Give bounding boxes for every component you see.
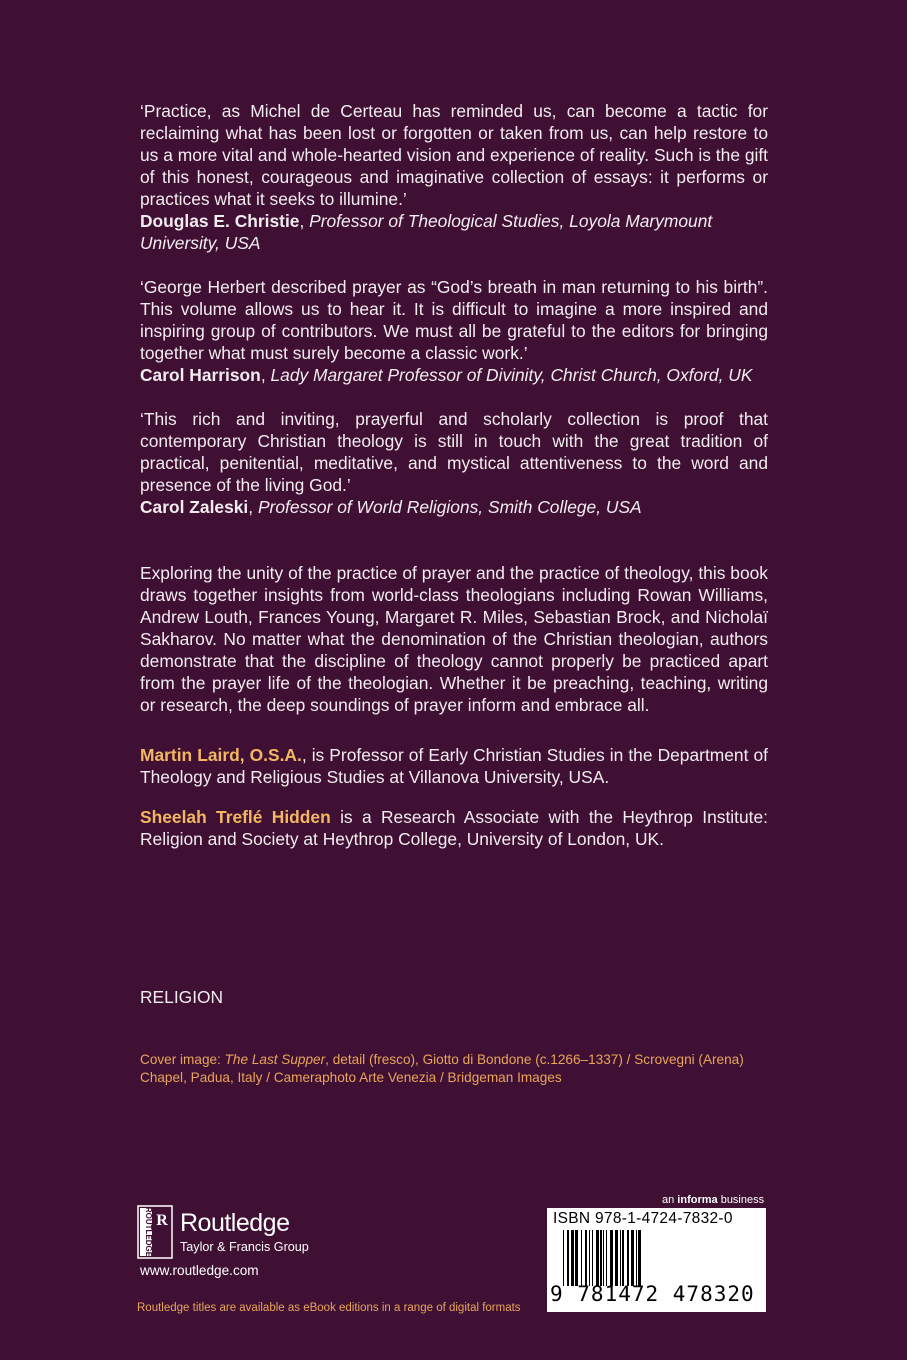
quote-attribution: Douglas E. Christie, Professor of Theological Studies, Loyola Marymount University, USA: [140, 211, 713, 253]
barcode-bar: [636, 1230, 637, 1286]
author-name: Martin Laird, O.S.A.: [140, 745, 302, 765]
barcode-bars: [563, 1230, 753, 1286]
subject-category: RELIGION: [140, 987, 224, 1007]
barcode-bar: [610, 1230, 613, 1286]
barcode-bar: [589, 1230, 590, 1286]
endorsement-3: [140, 408, 768, 518]
endorser-title: Professor of Theological Studies, Loyola Marymount University, USA: [140, 211, 713, 253]
barcode-bar: [585, 1230, 587, 1286]
svg-text:R: R: [156, 1212, 168, 1229]
isbn-barcode: [547, 1208, 766, 1312]
barcode-bar: [571, 1230, 574, 1286]
author-bio-1: Martin Laird, O.S.A., is Professor of Early Christian Studies in the Department of Theology and Religious Studies at Villanova University, USA.: [140, 745, 768, 787]
publisher-group: Taylor & Francis Group: [180, 1240, 309, 1254]
barcode-bar: [620, 1230, 621, 1286]
barcode-bar: [627, 1230, 629, 1286]
endorser-title: Lady Margaret Professor of Divinity, Christ Church, Oxford, UK: [270, 365, 753, 385]
barcode-bar: [596, 1230, 599, 1286]
endorser-title: Professor of World Religions, Smith College, USA: [257, 497, 642, 517]
barcode-bar: [567, 1230, 569, 1286]
svg-text:ROUTLEDGE: ROUTLEDGE: [144, 1206, 153, 1258]
isbn-label: ISBN 978-1-4724-7832-0: [553, 1210, 733, 1227]
routledge-r-icon: [137, 1205, 173, 1259]
publisher-name: Routledge: [180, 1209, 290, 1237]
endorsement-2: [140, 276, 768, 386]
barcode-bar: [603, 1230, 604, 1286]
barcode-bar: [575, 1230, 578, 1286]
publisher-website[interactable]: www.routledge.com: [140, 1263, 259, 1278]
barcode-digits: 9 781472 478320: [550, 1282, 755, 1306]
quote-attribution: Carol Zaleski, Professor of World Religions, Smith College, USA: [140, 497, 642, 517]
barcode-bar: [615, 1230, 618, 1286]
barcode-bar: [563, 1230, 564, 1286]
quote-text: ‘This rich and inviting, prayerful and scholarly collection is proof that contemporary Christian theology is still in touch with the great tradition of practical, penitential, meditative, and mystical attentiveness to the word and presence of the living God.’: [140, 409, 768, 495]
endorser-name: Carol Harrison: [140, 365, 261, 385]
barcode-bar: [592, 1230, 593, 1286]
endorser-name: Carol Zaleski: [140, 497, 249, 517]
endorser-name: Douglas E. Christie: [140, 211, 300, 231]
barcode-bar: [631, 1230, 634, 1286]
informa-business-label: an informa business: [662, 1194, 765, 1206]
quote-attribution: Carol Harrison, Lady Margaret Professor of Divinity, Christ Church, Oxford, UK: [140, 365, 753, 385]
author-bio-2: Sheelah Treflé Hidden is a Research Associate with the Heythrop Institute: Religion and Society at Heythrop College, University of London, UK.: [140, 807, 768, 849]
book-description: Exploring the unity of the practice of prayer and the practice of theology, this book draws together insights from world-class theologians including Rowan Williams, Andrew Louth, Frances Young, Margaret R. Miles, Sebastian Brock, and Nicholaï Sakharov. No matter what the denomination of the Christian theologian, authors demonstrate that the discipline of theology cannot properly be practiced apart from the prayer life of the theologian. Whether it be preaching, teaching, writing or research, the deep soundings of prayer inform and embrace all.: [140, 563, 768, 715]
barcode-bar: [638, 1230, 641, 1286]
quote-text: ‘Practice, as Michel de Certeau has reminded us, can become a tactic for reclaiming what has been lost or forgotten or taken from us, can help restore to us a more vital and whole-hearted vision and experience of reality. Such is the gift of this honest, courageous and imaginative collection of essays: it performs or practices what it seeks to illumine.’: [140, 101, 769, 209]
ebook-note: Routledge titles are available as eBook editions in a range of digital formats: [137, 1302, 521, 1314]
quote-text: ‘George Herbert described prayer as “God’s breath in man returning to his birth”. This volume allows us to hear it. It is difficult to imagine a more inspired and inspiring group of contributors. We must all be grateful to the editors for bringing together what must surely become a classic work.’: [140, 277, 768, 363]
endorsement-1: [140, 100, 768, 254]
barcode-bar: [622, 1230, 624, 1286]
author-name: Sheelah Treflé Hidden: [140, 807, 331, 827]
back-cover-text: [140, 100, 768, 850]
barcode-bar: [606, 1230, 607, 1286]
barcode-bar: [581, 1230, 582, 1286]
cover-credit: Cover image: The Last Supper, detail (fresco), Giotto di Bondone (c.1266–1337) / Scrovegni (Arena) Chapel, Padua, Italy / Cameraphoto Arte Venezia / Bridgeman Images: [140, 1052, 744, 1085]
barcode-bar: [600, 1230, 602, 1286]
